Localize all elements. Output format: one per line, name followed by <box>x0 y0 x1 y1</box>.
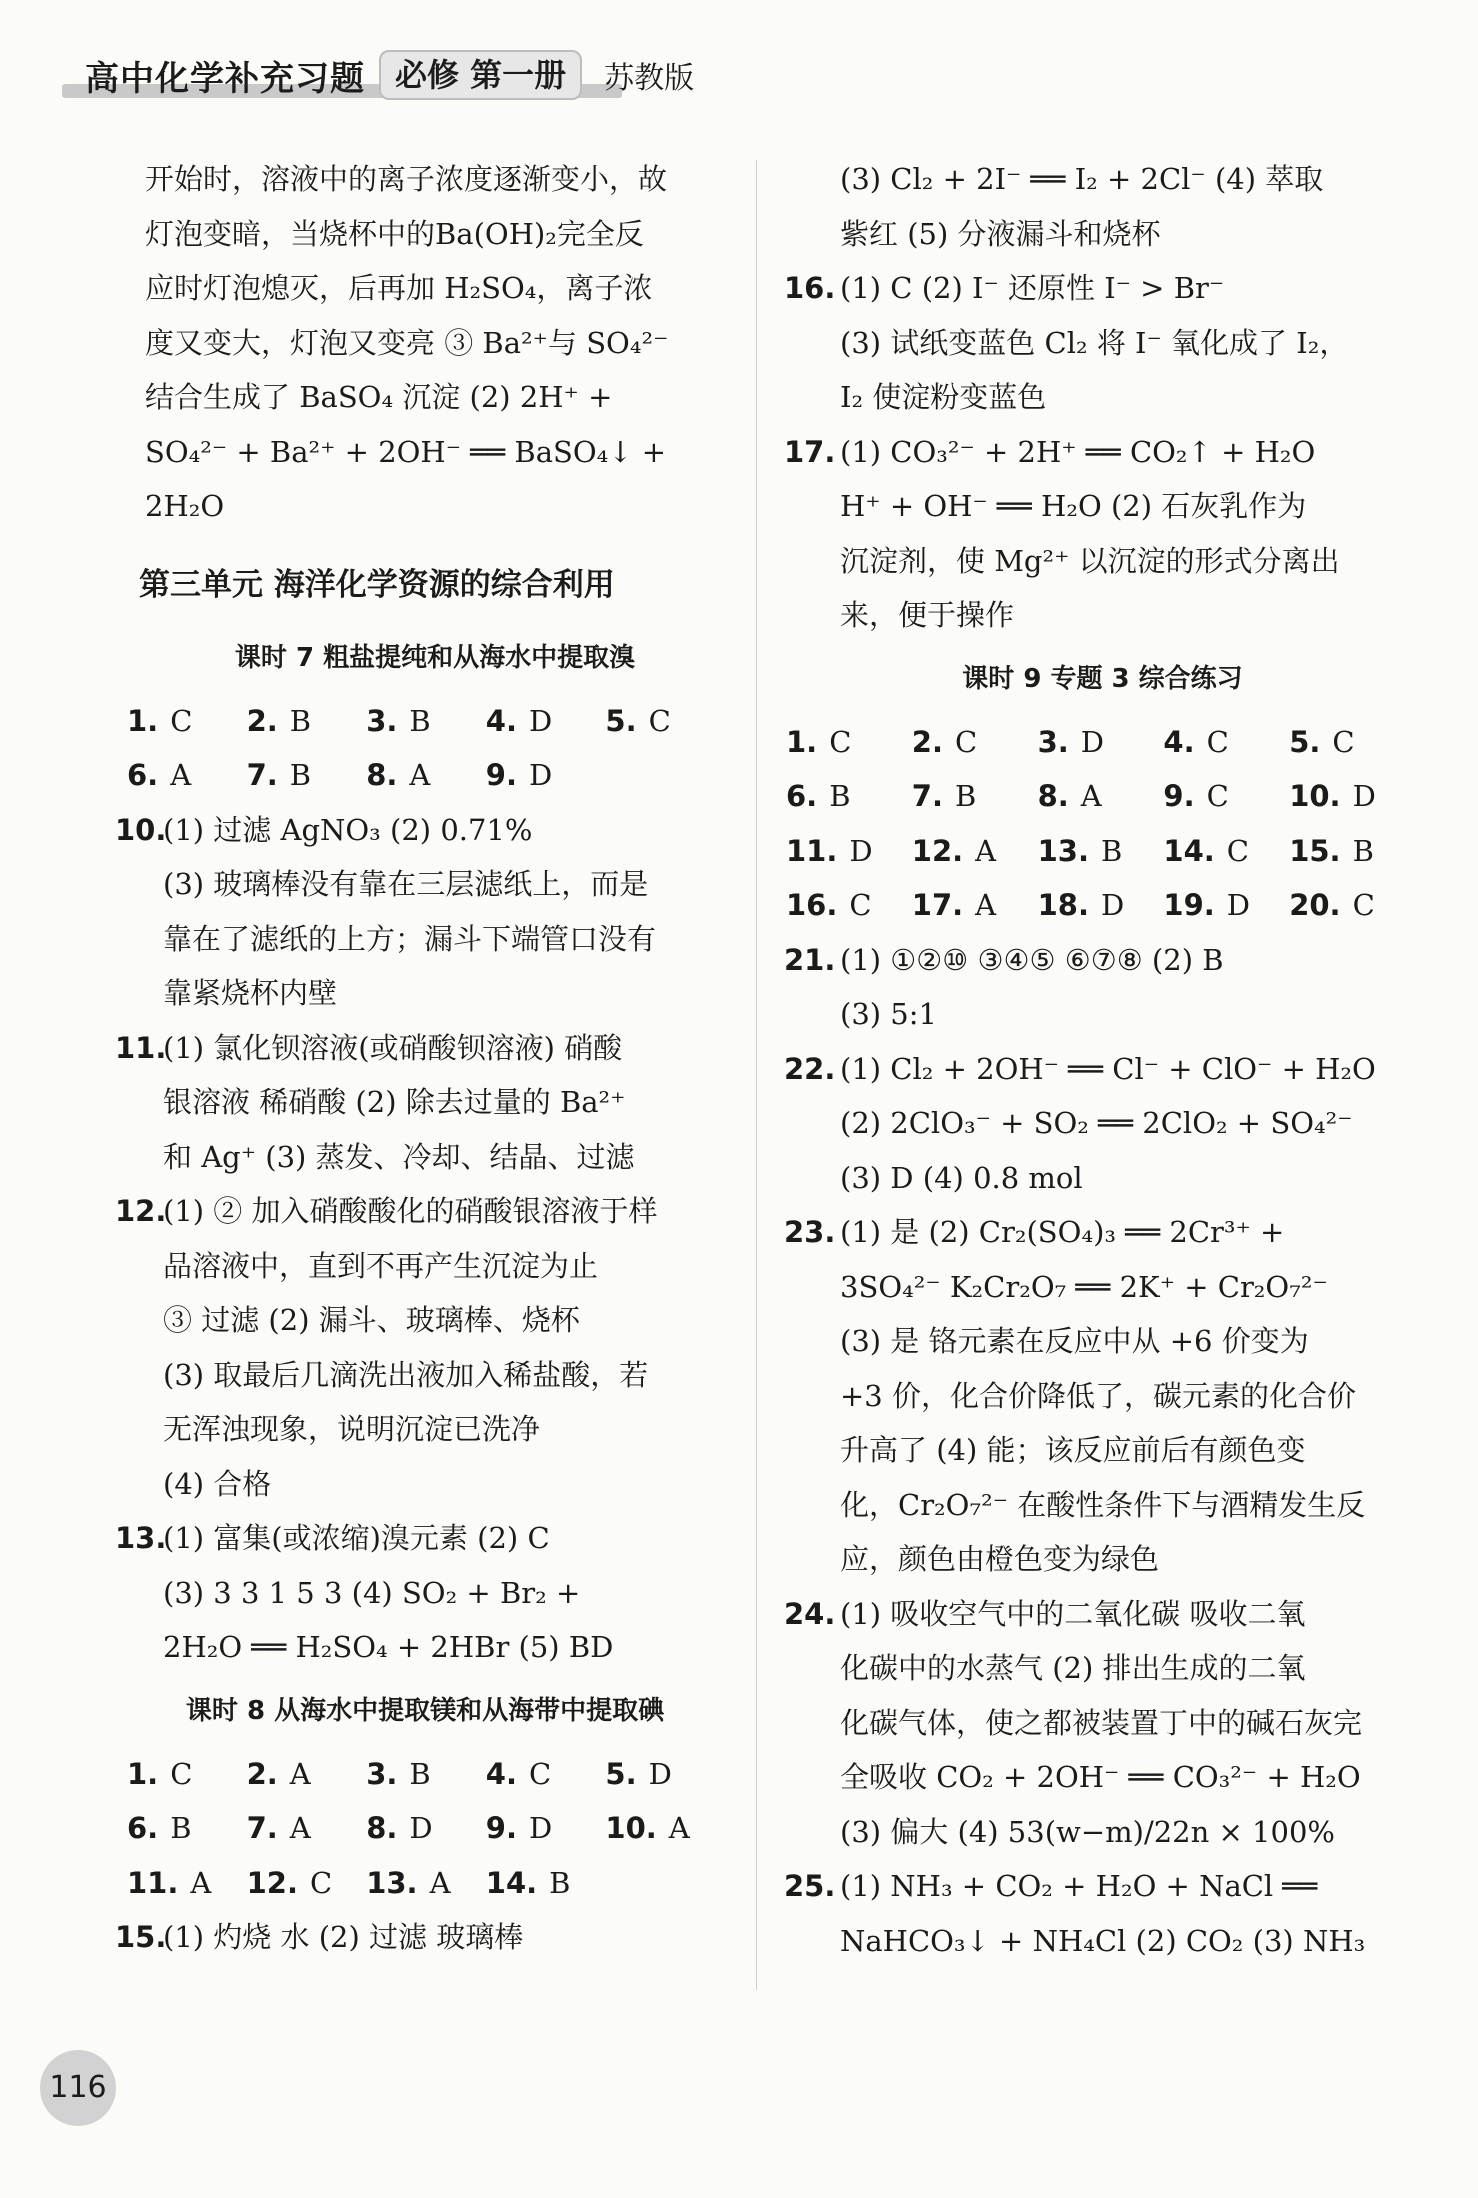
answer-item: 4. D <box>485 703 553 738</box>
text-line: 度又变大，灯泡又变亮 ③ Ba²⁺与 SO₄²⁻ <box>145 325 669 360</box>
answer-item: 6. A <box>127 758 192 792</box>
lesson-7-answers <box>127 694 725 803</box>
lesson-9-answers <box>786 715 1415 933</box>
answer-item: 6. B <box>786 779 851 813</box>
answer-item: 9. D <box>485 1811 553 1845</box>
answer-item: 20. C <box>1289 888 1375 922</box>
question-17: 17. (1) CO₃²⁻ + 2H⁺ ══ CO₂↑ + H₂O H⁺ + OH⁻ ══ H₂O (2) 石灰乳作为 沉淀剂，使 Mg²⁺ 以沉淀的形式分离出 来，便于操作 <box>784 425 1415 643</box>
question-number: 22. <box>784 1051 836 1086</box>
question-23: 23. (1) 是 (2) Cr₂(SO₄)₃ ══ 2Cr³⁺ + 3SO₄²⁻ K₂Cr₂O₇ ══ 2K⁺ + Cr₂O₇²⁻ (3) 是 铬元素在反应中从 +6 价变为 +3 价，化合价降低了，碳元素的化合价 升高了 (4) 能；该反应前后有颜色变 化，Cr₂O₇²⁻ 在酸性条件下与酒精发生反 应，颜色由橙色变为绿色 <box>784 1205 1415 1587</box>
question-number: 21. <box>784 942 836 977</box>
answer-item: 8. A <box>1037 779 1102 813</box>
answer-item: 19. D <box>1163 888 1251 922</box>
answer-item: 7. B <box>246 758 312 792</box>
answer-item: 1. C <box>127 703 193 738</box>
question-11: 11.(1) 氯化钡溶液(或硝酸钡溶液) 硝酸 银溶液 稀硝酸 (2) 除去过量的 Ba²⁺ 和 Ag⁺ (3) 蒸发、冷却、结晶、过滤 <box>115 1021 725 1185</box>
section-title: 第三单元 海洋化学资源的综合利用 <box>139 566 615 603</box>
answer-item: 4. C <box>1163 724 1229 759</box>
text-line: 应时灯泡熄灭，后再加 H₂SO₄，离子浓 <box>145 271 653 305</box>
answer-item: 11. A <box>127 1865 212 1900</box>
answer-item: 12. C <box>246 1865 333 1900</box>
question-number: 17. <box>784 434 836 469</box>
answer-item: 14. C <box>1163 833 1249 868</box>
answer-item: 13. B <box>1037 833 1123 868</box>
left-continuation <box>145 152 725 534</box>
answer-item: 13. A <box>366 1865 451 1900</box>
answer-item: 15. B <box>1289 833 1374 868</box>
text-line: SO₄²⁻ + Ba²⁺ + 2OH⁻ ══ BaSO₄↓ + <box>145 434 667 469</box>
answer-item: 3. B <box>366 703 431 738</box>
answer-item: 7. A <box>246 1811 311 1845</box>
question-24: 24. (1) 吸收空气中的二氧化碳 吸收二氧 化碳中的水蒸气 (2) 排出生成的二氧 化碳气体，使之都被装置丁中的碱石灰完 全吸收 CO₂ + 2OH⁻ ══ CO₃²⁻ + H₂O (3) 偏大 (4) 53(w−m)/22n × 100% <box>784 1587 1415 1860</box>
answer-item: 9. C <box>1163 779 1229 813</box>
volume-badge: 必修 第一册 <box>379 50 582 100</box>
question-number: 10. <box>115 812 167 847</box>
question-number: 11. <box>115 1030 167 1065</box>
lesson-7-title: 课时 7 粗盐提纯和从海水中提取溴 <box>234 642 636 673</box>
answer-item: 5. C <box>605 703 671 738</box>
answer-item: 9. D <box>485 758 553 792</box>
answer-item: 2. B <box>246 703 312 738</box>
text-line: 灯泡变暗，当烧杯中的Ba(OH)₂完全反 <box>145 216 644 251</box>
answer-item: 17. A <box>911 888 997 922</box>
text-line: 开始时，溶液中的离子浓度逐渐变小，故 <box>145 162 668 196</box>
lesson-8-answers <box>127 1747 725 1911</box>
page-header <box>85 50 694 100</box>
answer-item: 14. B <box>485 1865 571 1900</box>
text-line: 2H₂O <box>145 489 225 523</box>
column-divider <box>756 160 757 1990</box>
question-22: 22. (1) Cl₂ + 2OH⁻ ══ Cl⁻ + ClO⁻ + H₂O (2) 2ClO₃⁻ + SO₂ ══ 2ClO₂ + SO₄²⁻ (3) D (4) 0.8 mol <box>784 1042 1415 1206</box>
answer-item: 3. B <box>366 1756 431 1791</box>
answer-item: 6. B <box>127 1811 192 1845</box>
question-number: 16. <box>784 271 836 305</box>
question-16: 16. (1) C (2) I⁻ 还原性 I⁻ > Br⁻ (3) 试纸变蓝色 Cl₂ 将 I⁻ 氧化成了 I₂， I₂ 使淀粉变蓝色 <box>784 261 1415 425</box>
answer-item: 7. B <box>911 779 977 813</box>
answer-item: 5. C <box>1289 724 1355 759</box>
answer-item: 11. D <box>786 833 873 868</box>
answer-item: 1. C <box>786 724 852 759</box>
question-13: 13.(1) 富集(或浓缩)溴元素 (2) C (3) 3 3 1 5 3 (4) SO₂ + Br₂ + 2H₂O ══ H₂SO₄ + 2HBr (5) BD <box>115 1511 725 1675</box>
question-number: 25. <box>784 1869 836 1903</box>
answer-item: 2. A <box>246 1756 311 1791</box>
lesson-9-title: 课时 9 专题 3 综合练习 <box>962 663 1243 694</box>
answer-item: 3. D <box>1037 724 1105 759</box>
question-number: 12. <box>115 1194 167 1228</box>
question-21: 21. (1) ①②⑩ ③④⑤ ⑥⑦⑧ (2) B (3) 5:1 <box>784 933 1415 1042</box>
question-12: 12.(1) ② 加入硝酸酸化的硝酸银溶液于样 品溶液中，直到不再产生沉淀为止 ③ 过滤 (2) 漏斗、玻璃棒、烧杯 (3) 取最后几滴洗出液加入稀盐酸，若 无浑浊现象，说明沉淀已洗净 (4) 合格 <box>115 1184 725 1511</box>
question-10: 10.(1) 过滤 AgNO₃ (2) 0.71% (3) 玻璃棒没有靠在三层滤纸上，而是 靠在了滤纸的上方；漏斗下端管口没有 靠紧烧杯内壁 <box>115 803 725 1021</box>
answer-item: 10. A <box>605 1811 690 1845</box>
text-line: 结合生成了 BaSO₄ 沉淀 (2) 2H⁺ + <box>145 380 613 414</box>
answer-item: 12. A <box>911 833 997 868</box>
question-15: 15.(1) 灼烧 水 (2) 过滤 玻璃棒 <box>115 1910 725 1965</box>
answer-item: 4. C <box>485 1756 552 1791</box>
answer-item: 18. D <box>1037 888 1125 922</box>
right-column <box>784 152 1415 1968</box>
left-column <box>115 152 725 1965</box>
question-25: 25. (1) NH₃ + CO₂ + H₂O + NaCl ══ NaHCO₃↓ + NH₄Cl (2) CO₂ (3) NH₃ <box>784 1859 1415 1968</box>
answer-item: 1. C <box>127 1756 193 1791</box>
answer-item: 5. D <box>605 1756 672 1791</box>
question-number: 15. <box>115 1920 167 1954</box>
answer-item: 10. D <box>1289 779 1376 813</box>
question-15-continued: (3) Cl₂ + 2I⁻ ══ I₂ + 2Cl⁻ (4) 萃取 紫红 (5) 分液漏斗和烧杯 <box>840 162 1324 251</box>
question-number: 24. <box>784 1596 836 1631</box>
answer-item: 8. D <box>366 1811 433 1845</box>
answer-item: 16. C <box>786 888 872 922</box>
edition-label: 苏教版 <box>604 61 695 96</box>
book-title: 高中化学补充习题 <box>85 58 365 99</box>
lesson-8-title: 课时 8 从海水中提取镁和从海带中提取碘 <box>185 1695 665 1726</box>
answer-item: 2. C <box>911 724 978 759</box>
answer-item: 8. A <box>366 758 431 792</box>
page-number: 116 <box>40 2050 116 2126</box>
question-number: 13. <box>115 1521 167 1555</box>
question-number: 23. <box>784 1215 836 1249</box>
